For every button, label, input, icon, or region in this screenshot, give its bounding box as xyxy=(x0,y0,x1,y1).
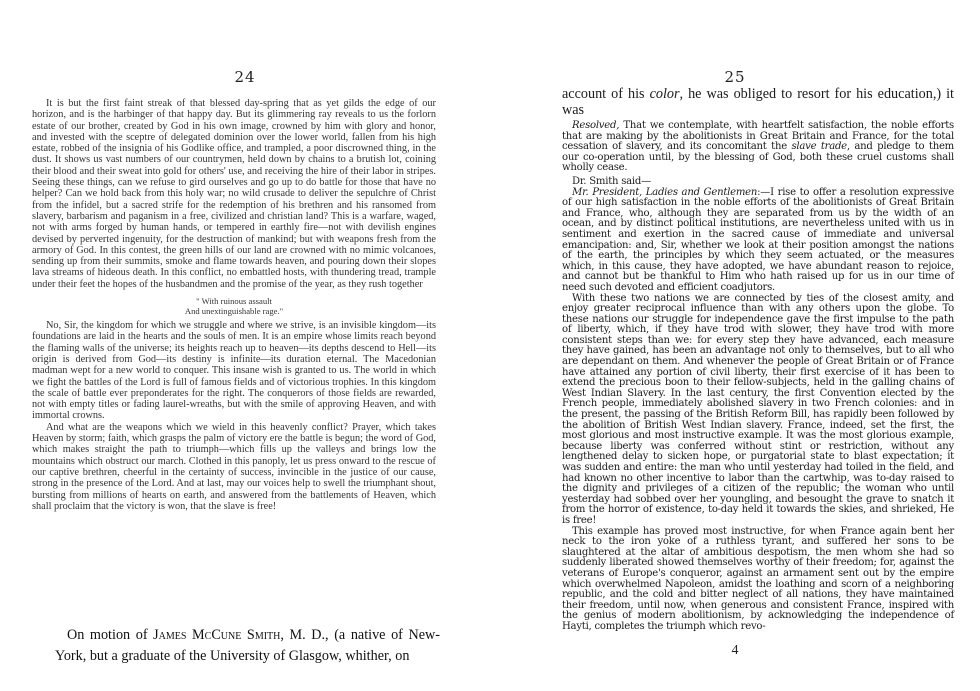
resolved-text-a: That we contemplate, with heartfelt satisfaction, the noble efforts that are making by the abolitionists in Great Britain and France, for the total cessation of slavery, and its concomitant the xyxy=(562,120,954,153)
verse-quote xyxy=(32,296,436,316)
verse-quote-line-2: And unextinguishable rage." xyxy=(184,306,284,317)
lead-text-a: account of his xyxy=(562,86,650,102)
lead-color-word: color xyxy=(649,86,680,102)
right-page-number: 25 xyxy=(724,68,746,86)
resolution-text xyxy=(562,121,954,174)
resolved-label: Resolved, xyxy=(572,120,620,131)
right-paragraph-3: This example has proved most instructive, for when France again bent her neck to the iron yoke of a ruthless tyrant, and suffered her sons to be slaughtered at the altar of ambitious despotism, the men whom she had so suddenly liberated showed themselves worthy of their freedom; for, against the veterans of Europe's conqueror, against an armament sent out by the empire which overwhelmed Napoleon, amidst the loathing and scorn of a neighboring republic, and the cold and bitter neglect of all nations, they have maintained their freedom, until now, when generous and consistent France, inspired with the genius of modern abolitionism, by acknowledging the independence of Hayti, completes the triumph which revo- xyxy=(562,525,954,632)
right-page xyxy=(490,0,980,691)
left-paragraph-2: No, Sir, the kingdom for which we struggle and where we strive, is an invisible kingdom—its foundations are laid in the hearts and the souls of men. It is an empire whose limits reach beyond the flaming walls of the universe; its heights reach up to heaven—its depths descend to Hell—its origin is derived from God—its destiny is infinite—its duration eternal. The Macedonian madman wept for a new world to conquer. This insane wish is granted to us. The world in which we fight the battles of the Lord is full of famous fields and of victorious trophies. In this kingdom the scale of battle ever preponderates for the right. The conquerors of those fields are rewarded, not with empty titles or fading laurel-wreaths, but with the smile of approving Heaven, and with immortal crowns. xyxy=(32,320,436,422)
motion-rest: , M. D., (a native of New-York, but a graduate of the University of Glasgow, whither, on xyxy=(55,627,440,664)
right-paragraph-1 xyxy=(562,188,954,294)
left-page-body xyxy=(32,98,436,512)
continued-sentence xyxy=(562,86,954,118)
motion-paragraph xyxy=(55,625,440,667)
right-paragraph-1-text: :—I rise to offer a resolution expressive of our high satisfaction in the noble efforts of the abolitionists of Great Britain and France, who, although they are separated from us by the width of an ocean, and by distinct political institutions, are nevertheless united with us in sentiment and exertion in the sacred cause of immediate and universal emancipation: and, Sir, whether we look at their position amongst the nations of the earth, the principles by which they seem actuated, or the measures which, in this cause, they have adopted, we have abundant reason to rejoice, and cannot but be thankful to Him who hath raised up for us in our time of need such devoted and efficient coadjutors. xyxy=(562,186,954,293)
address-label: Mr. President, Ladies and Gentlemen xyxy=(572,186,758,198)
motion-name: James McCune Smith xyxy=(153,627,281,643)
motion-start: On motion of xyxy=(67,627,154,643)
left-paragraph-1: It is but the first faint streak of that blessed day-spring that as yet gilds the edge of our horizon, and is the harbinger of that happy day. But its glimmering ray reveals to us the forlorn estate of our brother, created by God in his own image, crowned by him with glory and honor, and invested with the sceptre of delegated dominion over the lower world, fallen from his high estate, robbed of the insignia of his Godlike office, and trampled, a poor discrowned thing, in the dust. It shows us vast numbers of our countrymen, held down by chains to a brutish lot, coining their blood and their sweat into gold for others' use, and receiving the hire of their labor in stripes. Seeing these things, can we refuse to gird ourselves and go up to do battle for those that have no helper? Can we hold back from this holy war; no wild crusade to deliver the sepulchre of Christ from the infidel, but a sacred strife for the redemption of his brethren and his ransomed from slavery, barbarism and paganism in a free, civilized and christian land? This is a warfare, waged, not with arms forged by human hands, or tempered in earthly fire—not with devilish engines devised by perverted ingenuity, for the destruction of mankind; but with weapons fresh from the armory of God. In this contest, the green hills of our land are crowned with no mimic volcanoes, sending up from their summits, smoke and flame towards heaven, and pouring down their slopes lava streams of hideous death. In this conflict, no embattled hosts, with thundering tread, trample under their feet the hopes of the husbandmen and the promise of the year, as they rush together xyxy=(32,98,436,290)
right-page-body xyxy=(562,86,954,633)
right-paragraph-2: With these two nations we are connected by ties of the closest amity, and enjoy greater reciprocal influence than with any others upon the globe. To these nations our struggle for independence gave the first impulse to the path of liberty, which, if they have trod with slower, they have trod with more consistent steps than we: for every step they have advanced, each measure they have gained, has been an advantage not only to themselves, but to all who are dependant on them. And whenever the people of Great Britain or of France have attained any portion of civil liberty, their first exercise of it has been to extend the precious boon to their fellow-subjects, held in the galling chains of West Indian Slavery. In the last century, the first Convention elected by the French people, immediately abolished slavery in two French colonies: and in the present, the passing of the British Reform Bill, has rapidly been followed by the abolition of British West Indian slavery. France, indeed, set the first, the most glorious and most instructive example. It was the most glorious example, because liberty was conferred without stint or restriction, without any lengthened delay to sicken hope, or purgatorial state to blast expectation; it was sudden and entire: the man who until yesterday had toiled in the field, and had known no other incentive to labor than the cartwhip, was to-day raised to the dignity and privileges of a citizen of the republic; the woman who until yesterday had sobbed over her youngling, and besought the grave to snatch it from the horror of existence, to-day held it towards the skies, and shrieked, He is free! xyxy=(562,292,954,526)
speaker-line: Dr. Smith said— xyxy=(572,175,651,187)
verse-quote-line-1: " With ruinous assault xyxy=(196,296,272,307)
left-page-number: 24 xyxy=(234,68,256,86)
slave-trade-word: slave trade xyxy=(791,141,847,153)
signature-mark: 4 xyxy=(731,643,739,658)
left-paragraph-3: And what are the weapons which we wield in this heavenly conflict? Prayer, which takes Heaven by storm; faith, which grasps the palm of victory ere the battle is begun; the word of God, which makes straight the path to triumph—which fills up the valleys and brings low the mountains which obstruct our march. Clothed in this panoply, let us press onward to the rescue of our captive brethren, cheerful in the certainty of success, invincible in the justice of our cause, strong in the presence of the Lord. And at last, may our voices help to swell the triumphant shout, bursting from millions of hearts on earth, and answered from the battlements of Heaven, which shall proclaim that the victory is won, that the slave is free! xyxy=(32,421,436,512)
lead-text-b: , he was obliged to resort for his education,) it was xyxy=(562,86,954,118)
resolved-text-b: , and pledge to them our co-operation until, by the blessing of God, both these cruel customs shall wholly cease. xyxy=(562,141,954,174)
